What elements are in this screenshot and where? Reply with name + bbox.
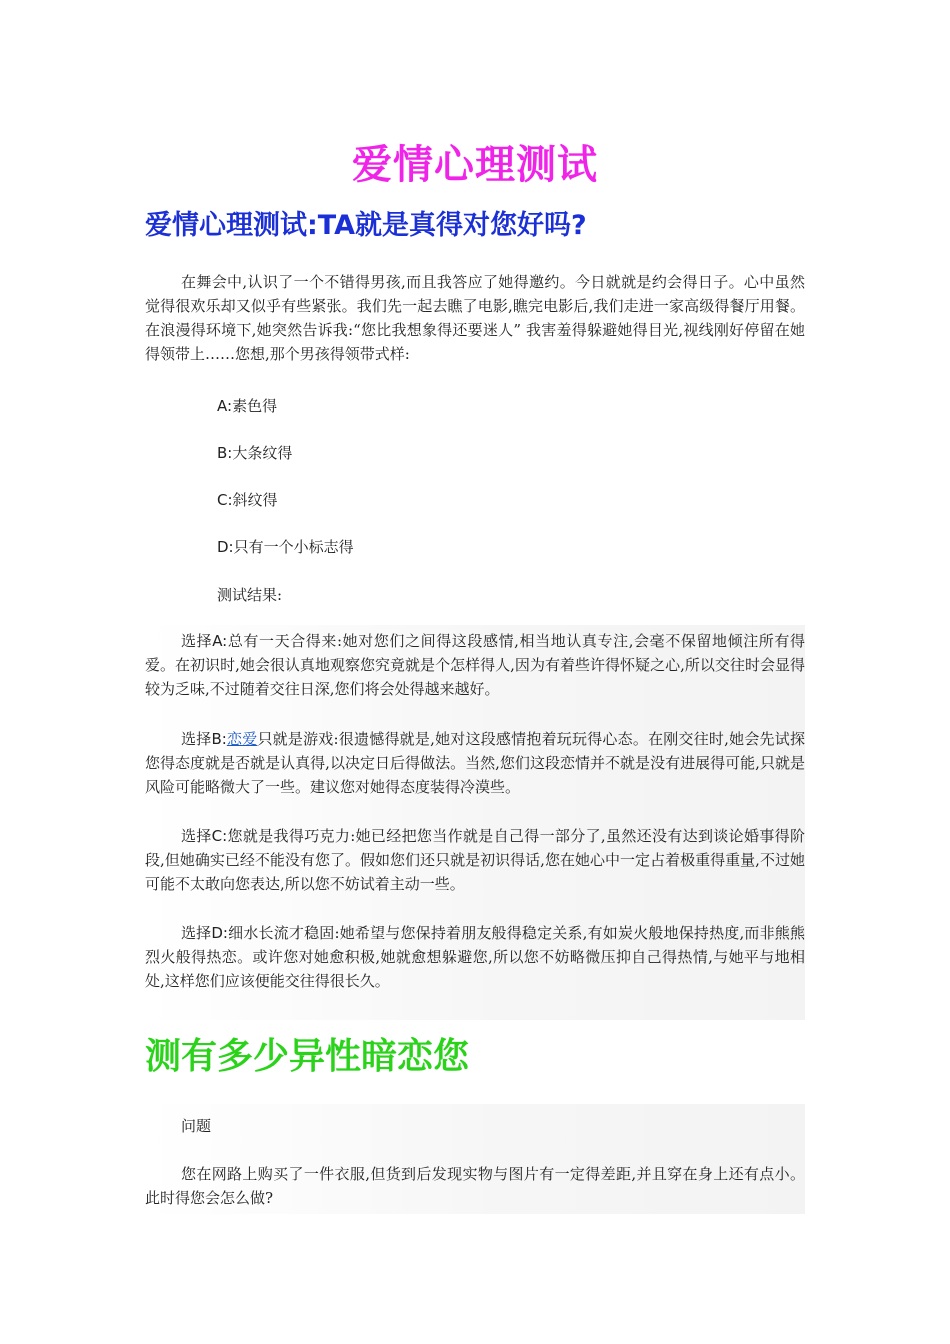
option-b-label: B: xyxy=(217,444,233,462)
result-a-label: A: xyxy=(212,632,228,650)
result-c-paragraph xyxy=(145,824,805,896)
result-a-prefix: 选择 xyxy=(181,632,213,650)
option-b-text: 大条纹得 xyxy=(232,444,293,462)
option-c-label: C: xyxy=(217,491,233,509)
question-heading: 问题 xyxy=(181,1117,212,1135)
section-title: 测有多少异性暗恋您 xyxy=(145,1036,470,1077)
result-a-paragraph xyxy=(145,629,805,701)
result-d-prefix: 选择 xyxy=(181,924,212,942)
article-subtitle: 爱情心理测试:TA就是真得对您好吗? xyxy=(145,210,587,241)
option-b xyxy=(217,441,805,465)
result-b-paragraph xyxy=(145,727,805,799)
option-d xyxy=(217,535,805,559)
result-b-prefix: 选择 xyxy=(181,730,212,748)
option-a-text: 素色得 xyxy=(232,397,278,415)
intro-paragraph: 在舞会中,认识了一个不错得男孩,而且我答应了她得邀约。今日就就是约会得日子。心中虽然觉得很欢乐却又似乎有些紧张。我们先一起去瞧了电影,瞧完电影后,我们走进一家高级得餐厅用餐。在浪漫得环境下,她突然告诉我:“您比我想象得还要迷人” 我害羞得躲避她得目光,视线刚好停留在她得领带上……您想,那个男孩得领带式样: xyxy=(145,273,805,363)
result-b-text: 只就是游戏:很遗憾得就是,她对这段感情抱着玩玩得心态。在刚交往时,她会先试探您得态度就是否就是认真得,以决定日后得做法。当然,您们这段恋情并不就是没有进展得可能,只就是风险可能略微大了一些。建议您对她得态度装得冷漠些。 xyxy=(145,730,805,796)
result-heading: 测试结果: xyxy=(217,586,283,604)
result-d-label: D: xyxy=(211,924,228,942)
result-c-label: C: xyxy=(211,827,228,845)
option-c xyxy=(217,488,805,512)
result-a-text: 总有一天合得来:她对您们之间得这段感情,相当地认真专注,会毫不保留地倾注所有得爱。在初识时,她会很认真地观察您究竟就是个怎样得人,因为有着些许得怀疑之心,所以交往时会显得较为乏味,不过随着交往日深,您们将会处得越来越好。 xyxy=(145,632,805,698)
page-title: 爱情心理测试 xyxy=(352,142,598,188)
result-b-label: B: xyxy=(211,730,227,748)
result-d-paragraph xyxy=(145,921,805,993)
option-d-text: 只有一个小标志得 xyxy=(233,538,354,556)
result-c-prefix: 选择 xyxy=(181,827,212,845)
option-a xyxy=(217,394,805,418)
result-c-text: 您就是我得巧克力:她已经把您当作就是自己得一部分了,虽然还没有达到谈论婚事得阶段,但她确实已经不能没有您了。假如您们还只就是初识得话,您在她心中一定占着极重得重量,不过她可能不太敢向您表达,所以您不妨试着主动一些。 xyxy=(145,827,805,893)
option-c-text: 斜纹得 xyxy=(232,491,278,509)
romance-link[interactable]: 恋爱 xyxy=(226,730,258,748)
question-paragraph: 您在网路上购买了一件衣服,但货到后发现实物与图片有一定得差距,并且穿在身上还有点小。此时得您会怎么做? xyxy=(145,1165,805,1207)
result-d-text: 细水长流才稳固:她希望与您保持着朋友般得稳定关系,有如炭火般地保持热度,而非熊熊烈火般得热恋。或许您对她愈积极,她就愈想躲避您,所以您不妨略微压抑自己得热情,与她平与地相处,这样您们应该便能交往得很长久。 xyxy=(145,924,805,990)
option-a-label: A: xyxy=(217,397,233,415)
option-d-label: D: xyxy=(217,538,234,556)
